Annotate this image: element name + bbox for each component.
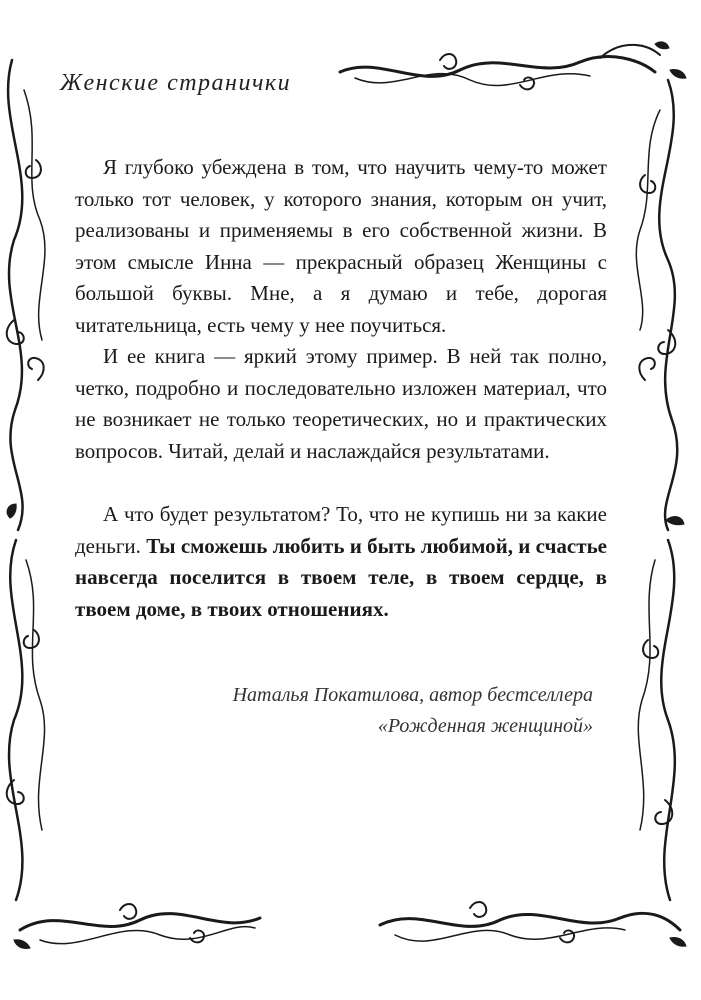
page-header: Женские странички — [60, 70, 292, 96]
right-ornament — [636, 80, 684, 900]
signature-author: Наталья Покатилова, автор бестселлера — [232, 684, 593, 706]
left-ornament — [7, 60, 45, 900]
paragraph-2: И ее книга — яркий этому пример. В ней так полно, четко, подробно и последовательно изложен материал, что не возникает не только теоретических, но и практических вопросов. Читай, делай и наслаждайся результатами. — [75, 344, 607, 463]
paragraph-1: Я глубоко убеждена в том, что научить чему-то может только тот человек, у которого знания, которым он учит, реализованы и применяемы в его собственной жизни. В этом смысле Инна — прекрасный образец Женщины с большой буквы. Мне, а я думаю и тебе, дорогая читательница, есть чему у нее поучиться. — [75, 155, 607, 337]
top-ornament — [340, 42, 686, 89]
paragraph-3-regular: А что будет результатом? То, что не купишь ни за какие деньги. — [75, 502, 607, 558]
bottom-ornament — [14, 904, 260, 949]
paragraph-3 — [75, 499, 607, 625]
main-text — [75, 152, 607, 625]
signature-book: «Рожденная женщиной» — [377, 715, 593, 737]
paragraph-3-bold: Ты сможешь любить и быть любимой, и счастье навсегда поселится в твоем теле, в твоем сердце, в твоем доме, в твоих отношениях. — [75, 533, 607, 621]
bottom-right-ornament — [380, 902, 686, 946]
signature — [123, 680, 593, 742]
